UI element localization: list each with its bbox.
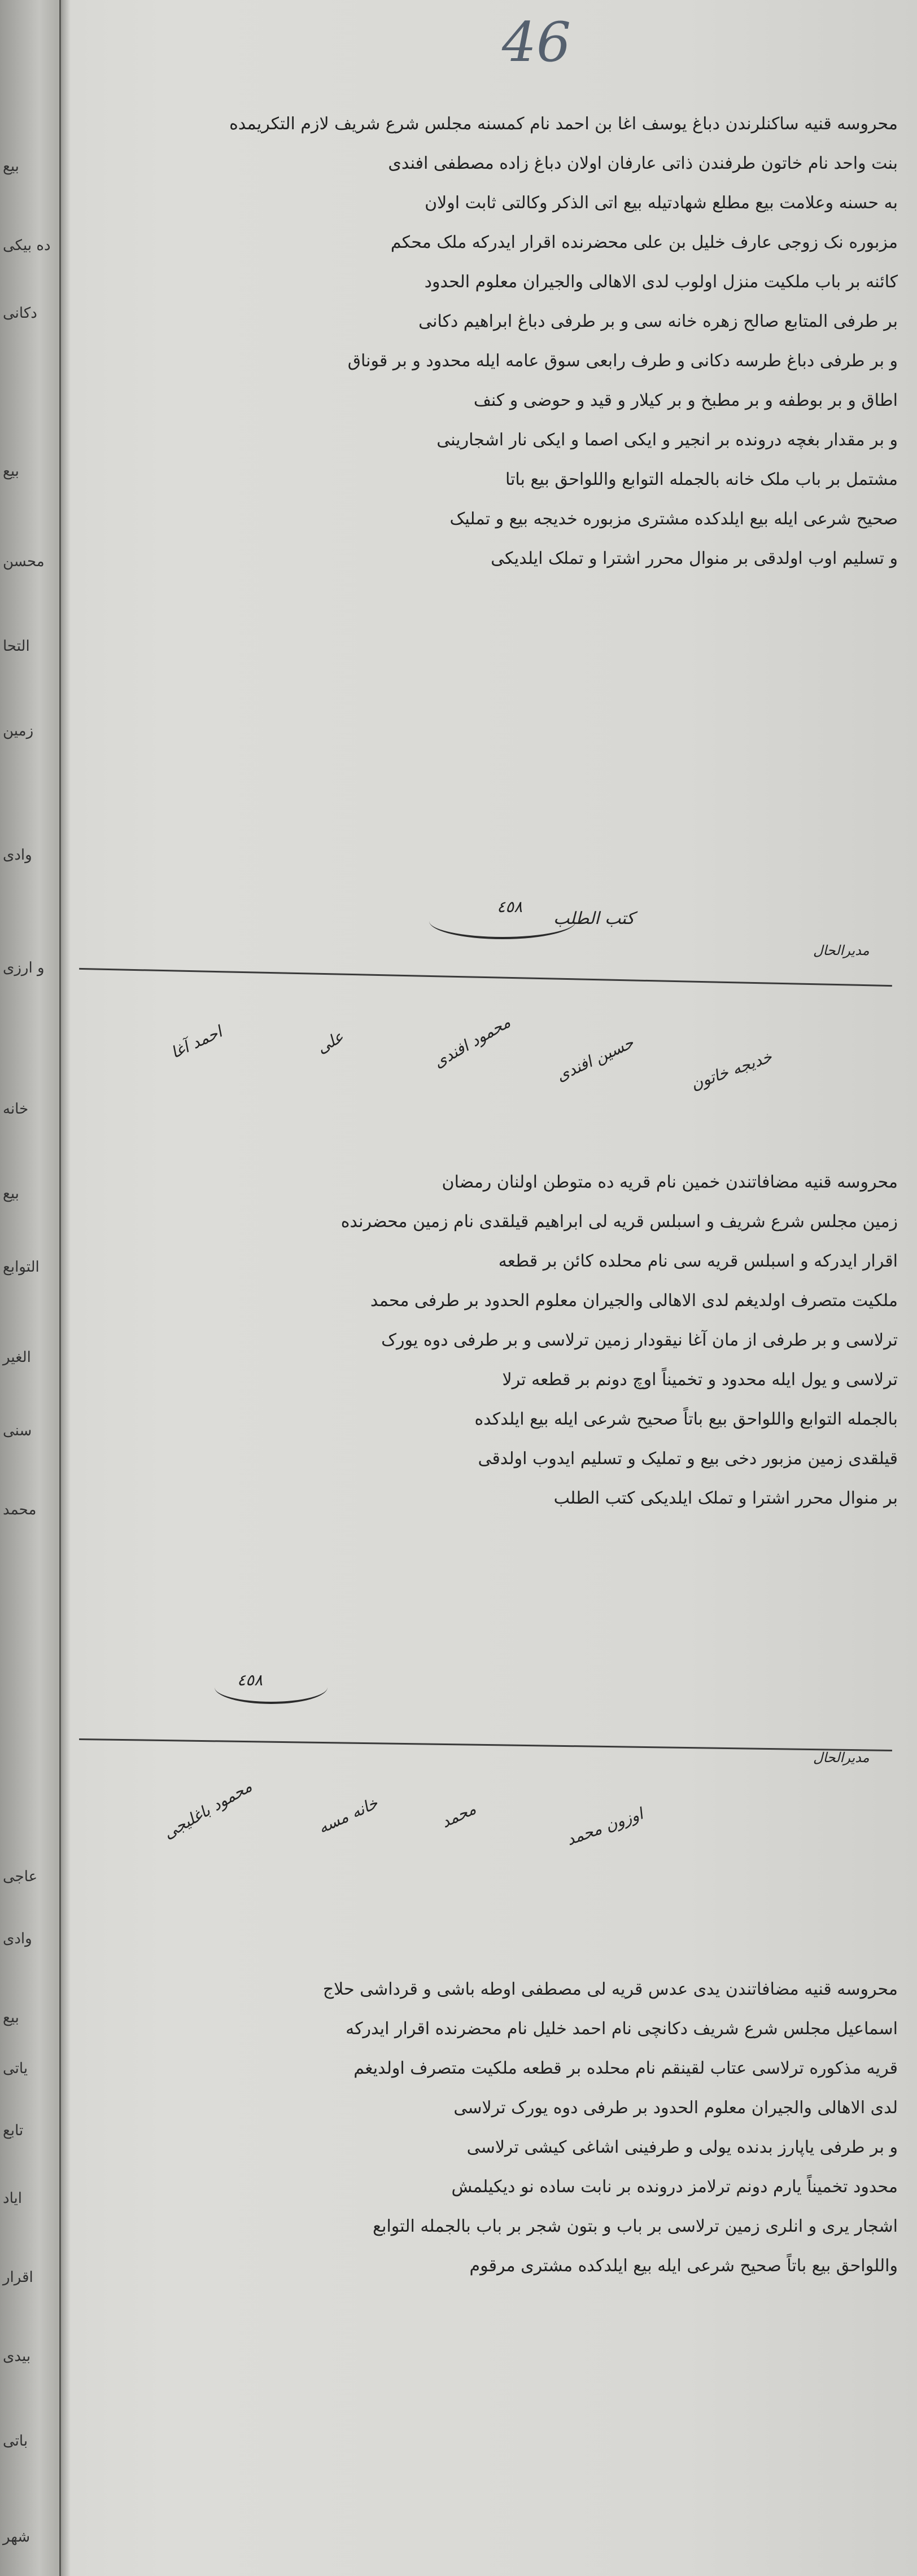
entry-2-header-note: مدیرالحال <box>813 943 870 958</box>
entry-line: بر طرفی المتابع صالح زهره خانه سی و بر طرفی دباغ ابراهیم دکانی <box>418 312 898 331</box>
entry-line: قیلقدی زمین مزبور دخی بیع و تملیک و تسلیم ایدوب اولدقی <box>478 1449 898 1469</box>
entry-1-signature-mark <box>429 903 576 939</box>
entry-line: محروسه قنیه ساکنلرندن دباغ یوسف اغا بن احمد نام کمسنه مجلس شرع شریف لازم التکریمده <box>229 114 898 134</box>
entry-line: بالجمله التوابع واللواحق بیع باتاً صحیح شرعی ایله بیع ایلدکده <box>474 1409 898 1429</box>
margin-note: وادی <box>3 847 32 864</box>
entry-line: قریه مذکوره ترلاسی عتاب لقینقم نام محلده بر قطعه ملکیت متصرف اولدیغم <box>353 2058 898 2078</box>
entry-line: صحیح شرعی ایله بیع ایلدکده مشتری مزبوره خدیجه بیع و تملیک <box>449 509 898 529</box>
margin-note: بیدی <box>3 2348 31 2365</box>
margin-note: بیع <box>3 158 19 175</box>
witness-name: خانه مسه <box>315 1793 381 1838</box>
margin-note: سنی <box>3 1422 32 1439</box>
entry-line: به حسنه وعلامت بیع مطلع شهادتیله بیع اتی الذکر وکالتی ثابت اولان <box>425 193 898 213</box>
entry-line: و تسلیم اوب اولدقی بر منوال محرر اشترا و تملک ایلدیکی <box>491 549 898 568</box>
margin-note: التحا <box>3 638 30 655</box>
margin-note: ده بیکی <box>3 237 51 254</box>
witness-name: خدیجه خاتون <box>688 1047 775 1094</box>
entry-line: و بر مقدار بغچه درونده بر انجیر و ایکی اصما و ایکی نار اشجارینی <box>436 430 898 450</box>
entry-line: و بر طرفی دباغ طرسه دکانی و طرف رابعی سوق عامه ایله محدود و بر قوناق <box>347 351 898 371</box>
binding-gutter <box>59 0 71 2576</box>
entry-3-text <box>85 1970 898 2286</box>
witness-name: احمد آغا <box>168 1022 225 1062</box>
witness-name: محمود باغلیجی <box>160 1777 255 1843</box>
entry-divider <box>79 1738 892 1751</box>
entry-2-text <box>85 1163 898 1518</box>
entry-2-signature-mark <box>215 1671 328 1704</box>
margin-note: وادی <box>3 1930 32 1947</box>
entry-line: بنت واحد نام خاتون طرفندن ذاتی عارفان اولان دباغ زاده مصطفی افندی <box>388 154 898 173</box>
margin-note: شهر <box>3 2529 30 2546</box>
entry-line: لدی الاهالی والجیران معلوم الحدود بر طرفی دوه یورک ترلاسی <box>453 2098 898 2118</box>
margin-note: الغیر <box>3 1349 31 1366</box>
margin-note: بیع <box>3 2009 19 2026</box>
margin-note: محمد <box>3 1501 37 1518</box>
margin-note: ایاد <box>3 2190 22 2207</box>
entry-line: اطاق و بر بوطفه و بر مطبخ و بر کیلار و قید و حوضی و کنف <box>473 391 898 410</box>
witness-name: حسین افندی <box>553 1033 637 1085</box>
witness-name: علی <box>313 1027 347 1058</box>
entry-1-text <box>85 104 898 579</box>
margin-note: و ارزی <box>3 960 45 976</box>
entry-1-seal-number: ٤٥٨ <box>497 897 523 916</box>
entry-3-header-note: مدیرالحال <box>813 1750 870 1765</box>
entry-line: اشجار یری و انلری زمین ترلاسی بر باب و بتون شجر بر باب بالجمله التوابع <box>373 2216 898 2236</box>
margin-note: باتی <box>3 2433 28 2450</box>
page-number: 46 <box>501 11 571 74</box>
margin-note: تابع <box>3 2122 24 2139</box>
entry-2-seal-number: ٤٥٨ <box>237 1671 263 1689</box>
entry-line: بر منوال محرر اشترا و تملک ایلدیکی کتب الطلب <box>553 1488 898 1508</box>
margin-note: خانه <box>3 1101 29 1118</box>
entry-1-closing: کتب الطلب <box>553 909 635 928</box>
margin-note: بیع <box>3 463 19 480</box>
witness-name: محمد <box>438 1799 479 1832</box>
entry-line: ملکیت متصرف اولدیغم لدی الاهالی والجیران معلوم الحدود بر طرفی محمد <box>370 1291 898 1311</box>
witness-name: اوزون محمد <box>564 1804 646 1850</box>
margin-note: عاجی <box>3 1868 38 1885</box>
entry-line: اسماعیل مجلس شرع شریف دکانچی نام احمد خلیل نام محضرنده اقرار ایدرکه <box>346 2019 898 2039</box>
entry-line: و بر طرفی یاپارز بدنده یولی و طرفینی اشاغی کیشی ترلاسی <box>466 2137 898 2157</box>
entry-divider <box>79 968 892 987</box>
margin-note: اقرار <box>3 2269 33 2286</box>
margin-note: التوابع <box>3 1259 40 1276</box>
entry-line: محدود تخمیناً یارم دونم ترلامز درونده بر نابت ساده نو دیکیلمش <box>451 2177 898 2197</box>
margin-note: یاتی <box>3 2060 28 2077</box>
margin-note: زمین <box>3 722 34 739</box>
entry-line: کائنه بر باب ملکیت منزل اولوب لدی الاهالی والجیران معلوم الحدود <box>424 272 898 292</box>
entry-line: واللواحق بیع باتاً صحیح شرعی ایله بیع ایلدکده مشتری مرقوم <box>469 2256 898 2276</box>
entry-line: ترلاسی و بر طرفی از مان آغا نیقودار زمین ترلاسی و بر طرفی دوه یورک <box>381 1330 898 1350</box>
witness-name: محمود افندی <box>430 1013 514 1072</box>
entry-line: محروسه قنیه مضافاتندن خمین نام قریه ده متوطن اولنان رمضان <box>442 1172 898 1192</box>
entry-line: زمین مجلس شرع شریف و اسبلس قریه لی ابراهیم قیلقدی نام زمین محضرنده <box>340 1212 898 1232</box>
margin-note: محسن <box>3 553 45 570</box>
entry-line: اقرار ایدرکه و اسبلس قریه سی نام محلده کائن بر قطعه <box>498 1251 898 1271</box>
margin-note: بیع <box>3 1185 19 1202</box>
entry-line: ترلاسی و یول ایله محدود و تخمیناً اوچ دونم بر قطعه ترلا <box>502 1370 898 1390</box>
entry-line: مزبوره نک زوجی عارف خلیل بن علی محضرنده اقرار ایدرکه ملک محکم <box>390 233 898 252</box>
entry-line: محروسه قنیه مضافاتندن یدی عدس قریه لی مصطفی اوطه باشی و قرداشی حلاج <box>322 1979 898 1999</box>
entry-line: مشتمل بر باب ملک خانه بالجمله التوابع واللواحق بیع باتا <box>505 470 898 489</box>
margin-note: دکانی <box>3 305 37 322</box>
